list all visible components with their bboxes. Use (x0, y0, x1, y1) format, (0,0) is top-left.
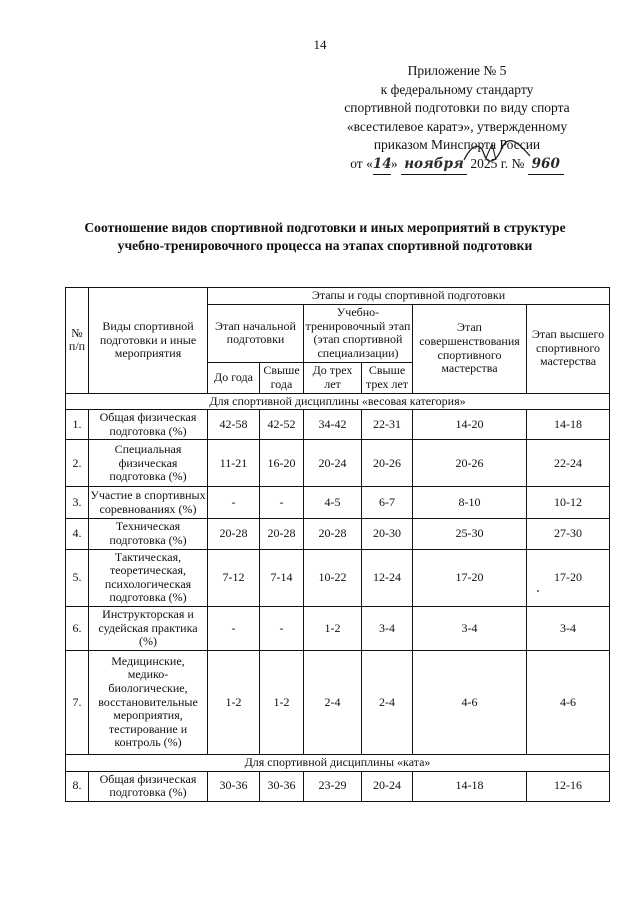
row-value-cell: - (208, 606, 260, 650)
row-value-cell: 23-29 (304, 771, 362, 801)
scan-speck (537, 590, 539, 592)
title-line-1: Соотношение видов спортивной подготовки и иных мероприятий в структуре (84, 220, 566, 235)
table-row (66, 606, 610, 650)
row-value-cell: 30-36 (208, 771, 260, 801)
row-value-cell: 14-18 (527, 410, 610, 440)
annex-line: «всестилевое каратэ», утвержденному (346, 118, 568, 134)
row-activity-name: Медицинские, медико-биологические, восстановительные мероприятия, тестирование и контроль (%) (89, 650, 208, 754)
order-prefix: от « (350, 155, 373, 171)
table-row (66, 440, 610, 487)
row-value-cell: 7-12 (208, 549, 260, 606)
row-value-cell: 27-30 (527, 519, 610, 549)
row-number: 4. (66, 519, 89, 549)
row-activity-name: Общая физическая подготовка (%) (89, 771, 208, 801)
header-over-three-years: Свыше трех лет (362, 362, 413, 393)
row-value-cell: 25-30 (413, 519, 527, 549)
row-value-cell: 3-4 (362, 606, 413, 650)
row-value-cell: 30-36 (260, 771, 304, 801)
row-value-cell: 2-4 (362, 650, 413, 754)
annex-line: к федеральному стандарту (380, 81, 534, 97)
row-number: 5. (66, 549, 89, 606)
row-activity-name: Инструкторская и судейская практика (%) (89, 606, 208, 650)
row-value-cell: - (208, 487, 260, 519)
row-value-cell: 1-2 (304, 606, 362, 650)
row-value-cell: 34-42 (304, 410, 362, 440)
header-up-to-three-years: До трех лет (304, 362, 362, 393)
row-value-cell: 20-24 (304, 440, 362, 487)
annex-block (312, 62, 602, 175)
row-value-cell: 8-10 (413, 487, 527, 519)
row-value-cell: 17-20 (413, 549, 527, 606)
row-value-cell: 16-20 (260, 440, 304, 487)
row-number: 3. (66, 487, 89, 519)
row-value-cell: 20-28 (304, 519, 362, 549)
order-line (312, 155, 602, 175)
row-value-cell: 4-6 (413, 650, 527, 754)
row-value-cell: 7-14 (260, 549, 304, 606)
page-number: 14 (313, 37, 327, 52)
row-value-cell: 1-2 (260, 650, 304, 754)
table-row (66, 549, 610, 606)
header-over-year: Свыше года (260, 362, 304, 393)
order-number: 960 (528, 155, 564, 175)
row-value-cell: 22-31 (362, 410, 413, 440)
row-value-cell: 11-21 (208, 440, 260, 487)
row-value-cell: 12-24 (362, 549, 413, 606)
header-up-to-year: До года (208, 362, 260, 393)
header-training-stage: Учебно-тренировочный этап (этап спортивной специализации) (304, 304, 413, 362)
row-value-cell: 20-30 (362, 519, 413, 549)
row-activity-name: Тактическая, теоретическая, психологическая подготовка (%) (89, 549, 208, 606)
row-number: 8. (66, 771, 89, 801)
row-number: 6. (66, 606, 89, 650)
row-value-cell: 20-24 (362, 771, 413, 801)
row-value-cell: 20-28 (260, 519, 304, 549)
header-types: Виды спортивной подготовки и иные мероприятия (89, 288, 208, 394)
row-value-cell: 42-52 (260, 410, 304, 440)
header-higher-stage: Этап высшего спортивного мастерства (527, 304, 610, 393)
row-value-cell: 6-7 (362, 487, 413, 519)
annex-line: приказом Минспорта России (373, 137, 541, 153)
row-value-cell: 10-12 (527, 487, 610, 519)
row-value-cell: 20-26 (362, 440, 413, 487)
signature-mark (462, 140, 532, 164)
row-value-cell: 17-20 (527, 549, 610, 606)
row-value-cell: 4-5 (304, 487, 362, 519)
row-value-cell: 22-24 (527, 440, 610, 487)
section-row (66, 754, 610, 771)
row-activity-name: Специальная физическая подготовка (%) (89, 440, 208, 487)
header-improvement-stage: Этап совершенствования спортивного мастерства (413, 304, 527, 393)
table-row (66, 410, 610, 440)
row-value-cell: 10-22 (304, 549, 362, 606)
section-title: Для спортивной дисциплины «весовая категория» (66, 393, 610, 410)
order-day: 14 (373, 155, 391, 175)
table-row (66, 487, 610, 519)
annex-line: Приложение № 5 (407, 63, 507, 78)
header-num: № п/п (66, 288, 89, 394)
row-value-cell: 3-4 (527, 606, 610, 650)
title-line-2: учебно-тренировочного процесса на этапах спортивной подготовки (117, 238, 533, 253)
row-value-cell: 2-4 (304, 650, 362, 754)
table-row (66, 519, 610, 549)
training-ratio-table (65, 287, 610, 802)
section-title: Для спортивной дисциплины «ката» (66, 754, 610, 771)
row-number: 2. (66, 440, 89, 487)
section-row (66, 393, 610, 410)
row-value-cell: 20-26 (413, 440, 527, 487)
row-value-cell: 14-20 (413, 410, 527, 440)
annex-line: спортивной подготовки по виду спорта (344, 100, 570, 116)
row-value-cell: 3-4 (413, 606, 527, 650)
document-title (40, 219, 610, 255)
header-initial-stage: Этап начальной подготовки (208, 304, 304, 362)
table-row (66, 650, 610, 754)
row-value-cell: 1-2 (208, 650, 260, 754)
row-activity-name: Техническая подготовка (%) (89, 519, 208, 549)
row-value-cell: 12-16 (527, 771, 610, 801)
row-value-cell: 14-18 (413, 771, 527, 801)
row-value-cell: - (260, 487, 304, 519)
order-month: ноября (401, 155, 467, 175)
row-activity-name: Общая физическая подготовка (%) (89, 410, 208, 440)
order-year: 2025 г. № (470, 155, 525, 171)
row-number: 1. (66, 410, 89, 440)
order-mid: » (390, 155, 398, 171)
header-stages-group: Этапы и годы спортивной подготовки (208, 288, 610, 305)
row-value-cell: 4-6 (527, 650, 610, 754)
row-value-cell: - (260, 606, 304, 650)
row-value-cell: 20-28 (208, 519, 260, 549)
table-row (66, 771, 610, 801)
row-value-cell: 42-58 (208, 410, 260, 440)
row-activity-name: Участие в спортивных соревнованиях (%) (89, 487, 208, 519)
row-number: 7. (66, 650, 89, 754)
